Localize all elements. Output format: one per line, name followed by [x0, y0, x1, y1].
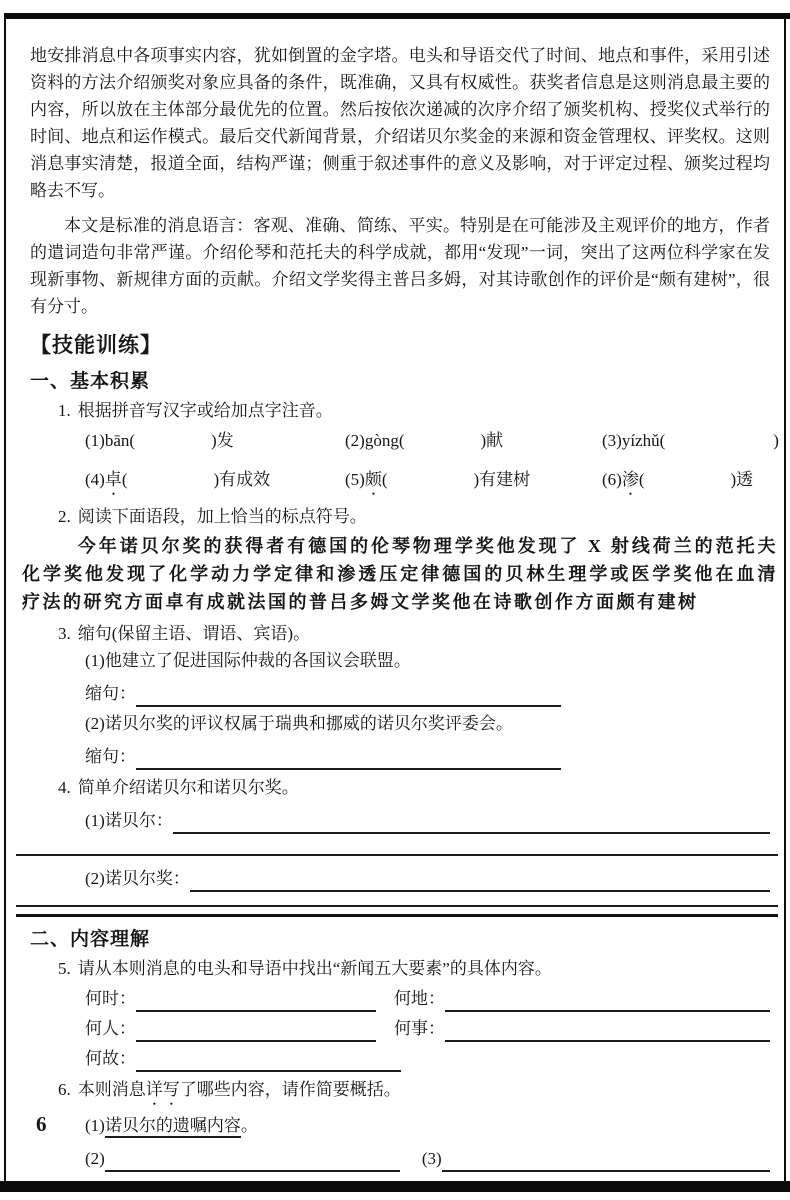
- question-1-stem: 根据拼音写汉字或给加点字注音。: [77, 401, 333, 420]
- analysis-paragraph-1: 地安排消息中各项事实内容，犹如倒置的金字塔。电头和导语交代了时间、地点和事件，采用引述资料的方法介绍颁奖对象应具备的条件，既准确，又具有权威性。获奖者信息是这则消息最主要的内容，所以放在主体部分最优先的位置。然后按依次递减的次序介绍了颁奖机构、授奖仪式举行的时间、地点和运作模式。最后交代新闻背景，介绍诺贝尔奖金的来源和资金管理权、评奖权。这则消息事实清楚，报道全面，结构严谨；侧重于叙述事件的意义及影响，对于评定过程、颁奖过程均略去不写。: [30, 46, 770, 200]
- when-label: 何时：: [85, 989, 136, 1008]
- item-head: (: [121, 470, 128, 489]
- item-number: (3): [602, 431, 622, 450]
- nobel-prize-label: (2)诺贝尔奖：: [85, 869, 190, 888]
- question-1-stem-row: [58, 397, 770, 424]
- item-tail: )有建树: [473, 470, 531, 489]
- who-label: 何人：: [85, 1019, 136, 1038]
- answer-blank: [442, 1146, 770, 1172]
- answer-blank: [136, 1016, 376, 1042]
- item-number: (5): [345, 470, 365, 489]
- question-1-number: 1.: [58, 401, 71, 420]
- section-divider-rule: [16, 914, 778, 917]
- where-label: 何地：: [394, 989, 445, 1008]
- item-head: gòng(: [364, 431, 405, 450]
- pinyin-item-6: [602, 467, 779, 499]
- question-2-passage: 今年诺贝尔奖的获得者有德国的伦琴物理学奖他发现了 X 射线荷兰的范托夫化学奖他发现了化学动力学定律和渗透压定律德国的贝林生理学或医学奖他在血清疗法的研究方面卓有成就法国的普吕多姆文学奖他在诗歌创作方面颇有建树: [22, 536, 778, 612]
- question-3-sub-2: (2)诺贝尔奖的评议权属于瑞典和挪威的诺贝尔奖评委会。: [85, 714, 513, 733]
- answer-blank: [173, 808, 770, 834]
- answer-blank: [445, 1016, 770, 1042]
- pinyin-item-2: [345, 428, 602, 460]
- sub-3-label: (3): [421, 1149, 442, 1168]
- question-4-answer-2: [85, 862, 770, 892]
- question-6-sub-row: [85, 1142, 770, 1172]
- question-5-row-2: [85, 1012, 770, 1042]
- question-4-stem-row: [58, 774, 770, 801]
- page-border-right: [784, 13, 786, 1187]
- page-border-bottom: [0, 1181, 790, 1192]
- skill-training-header: 【技能训练】: [30, 333, 162, 357]
- page-border-top: [4, 13, 790, 19]
- what-label: 何事：: [394, 1019, 445, 1038]
- question-5-row-1: [85, 982, 770, 1012]
- item-tail: )透: [730, 470, 754, 489]
- answer-blank: [136, 1046, 401, 1072]
- item-number: (4): [85, 470, 105, 489]
- item-head: (: [638, 470, 645, 489]
- question-2-stem: 阅读下面语段，加上恰当的标点符号。: [77, 507, 367, 526]
- question-3-stem-row: [58, 620, 770, 647]
- question-1-items: [85, 428, 779, 499]
- item-tail: ): [773, 431, 779, 450]
- sub-1-period: 。: [240, 1116, 258, 1135]
- shrink-label: 缩句：: [85, 684, 136, 703]
- question-6-sub-1: [85, 1112, 770, 1139]
- dotted-char: 颇: [364, 470, 382, 489]
- question-4-number: 4.: [58, 778, 71, 797]
- item-head: yízhǔ(: [621, 431, 666, 450]
- section-1-title: 一、基本积累: [30, 371, 151, 392]
- page-border-left: [4, 13, 6, 1187]
- answer-continuation-line: [16, 892, 778, 907]
- question-6-stem-row: [58, 1076, 770, 1109]
- item-number: (1): [85, 431, 105, 450]
- page-number: 6: [36, 1112, 47, 1136]
- item-head: bān(: [104, 431, 136, 450]
- question-5-row-3: [85, 1042, 770, 1072]
- question-6-stem-pre: 本则消息: [77, 1080, 146, 1099]
- answer-blank: [136, 681, 561, 707]
- nobel-label: (1)诺贝尔：: [85, 811, 173, 830]
- analysis-paragraph-2: 本文是标准的消息语言：客观、准确、简练、平实。特别是在可能涉及主观评价的地方，作者的遣词造句非常严谨。介绍伦琴和范托夫的科学成就，都用“发现”一词，突出了这两位科学家在发现新事物、新规律方面的贡献。介绍文学奖得主普吕多姆，对其诗歌创作的评价是“颇有建树”，很有分寸。: [30, 216, 770, 316]
- pinyin-item-3: [602, 428, 779, 460]
- question-3-sub-1: (1)他建立了促进国际仲裁的各国议会联盟。: [85, 651, 411, 670]
- question-3-stem: 缩句(保留主语、谓语、宾语)。: [77, 624, 311, 643]
- question-2-number: 2.: [58, 507, 71, 526]
- section-2-title: 二、内容理解: [30, 929, 151, 950]
- answer-blank: [136, 744, 561, 770]
- sub-2-label: (2): [85, 1149, 105, 1168]
- question-5-stem: 请从本则消息的电头和导语中找出“新闻五大要素”的具体内容。: [77, 959, 552, 978]
- answer-blank: [136, 986, 376, 1012]
- answer-continuation-line: [16, 834, 778, 856]
- question-4-stem: 简单介绍诺贝尔和诺贝尔奖。: [77, 778, 299, 797]
- answer-blank: [445, 986, 770, 1012]
- item-number: (2): [345, 431, 365, 450]
- pinyin-item-4: [85, 467, 345, 499]
- question-5-number: 5.: [58, 959, 71, 978]
- answer-blank: [190, 866, 770, 892]
- question-2-stem-row: [58, 503, 770, 530]
- item-tail: )发: [211, 431, 234, 450]
- item-number: (6): [602, 470, 622, 489]
- shrink-label: 缩句：: [85, 747, 136, 766]
- why-label: 何故：: [85, 1049, 136, 1068]
- question-3-answer-1: [85, 677, 770, 707]
- question-6-dotted-words: 详写: [145, 1080, 180, 1099]
- item-tail: )献: [480, 431, 504, 450]
- sub-1-label: (1): [85, 1116, 105, 1135]
- underlined-answer-text: 诺贝尔的遗嘱内容: [105, 1116, 241, 1138]
- question-3-number: 3.: [58, 624, 71, 643]
- pinyin-item-1: [85, 428, 345, 460]
- question-4-answer-1: [85, 804, 770, 834]
- pinyin-item-5: [345, 467, 602, 499]
- question-3-answer-2: [85, 740, 770, 770]
- item-head: (: [381, 470, 388, 489]
- question-5-stem-row: [58, 955, 770, 982]
- question-6-stem-post: 了哪些内容，请作简要概括。: [179, 1080, 401, 1099]
- item-tail: )有成效: [213, 470, 271, 489]
- page-content: [22, 42, 779, 1172]
- question-6-number: 6.: [58, 1080, 71, 1099]
- dotted-char: 渗: [621, 470, 639, 489]
- answer-blank: [105, 1146, 400, 1172]
- dotted-char: 卓: [104, 470, 122, 489]
